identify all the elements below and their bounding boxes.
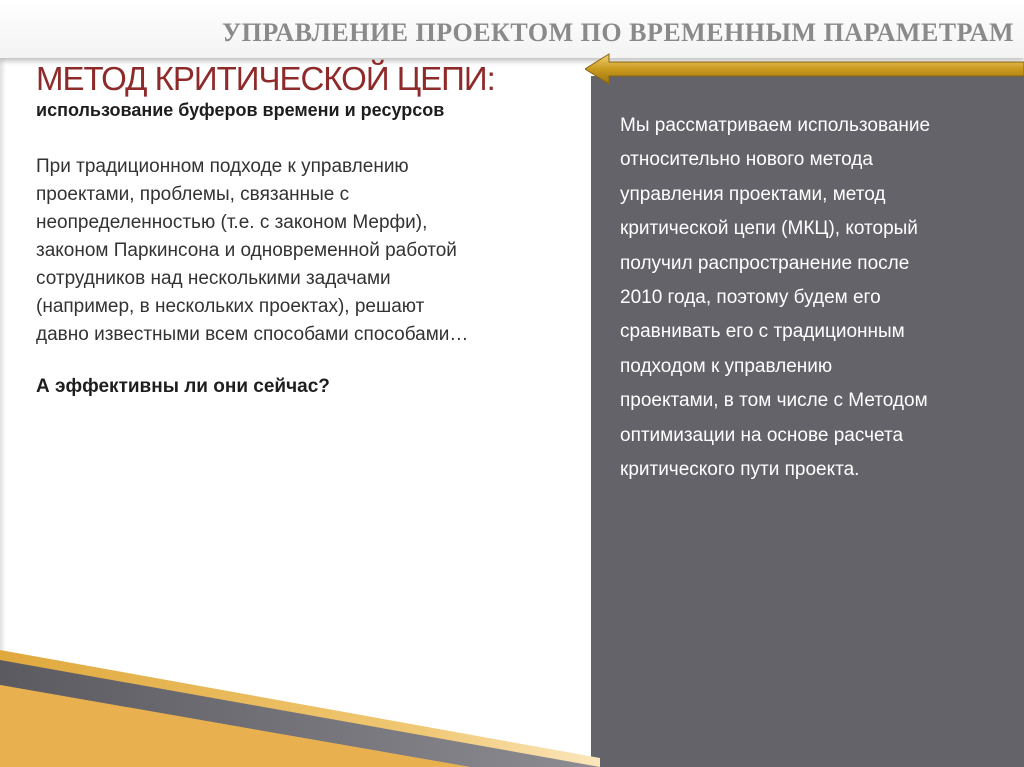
panel-paragraph: Мы рассматриваем использование относительно нового метода управления проектами, метод критической цепи (МКЦ), который получил распространение после 2010 года, поэтому будем его сравнивать его с традиционным подходом к управлению проектами, в том числе с Методом оптимизации на основе расчета критического пути проекта. [620, 115, 931, 481]
method-subtitle: использование буферов времени и ресурсов [36, 100, 445, 120]
slide-header-title: УПРАВЛЕНИЕ ПРОЕКТОМ ПО ВРЕМЕННЫМ ПАРАМЕТРАМ [222, 18, 1014, 47]
intro-paragraph: При традиционном подходе к управлению проектами, проблемы, связанные с неопределенностью (т.е. с законом Мерфи), законом Паркинсона и одновременной работой сотрудников над несколькими задачами (например, в нескольких проектах), решают давно известными всем способами способами… [36, 156, 469, 345]
method-title: МЕТОД КРИТИЧЕСКОЙ ЦЕПИ: [36, 60, 495, 97]
right-info-panel [591, 76, 1024, 767]
bottom-decorative-swoosh [0, 640, 600, 767]
left-arrow-banner [585, 52, 1024, 86]
question-text: А эффективны ли они сейчас? [36, 376, 330, 397]
slide-header [0, 0, 1024, 58]
